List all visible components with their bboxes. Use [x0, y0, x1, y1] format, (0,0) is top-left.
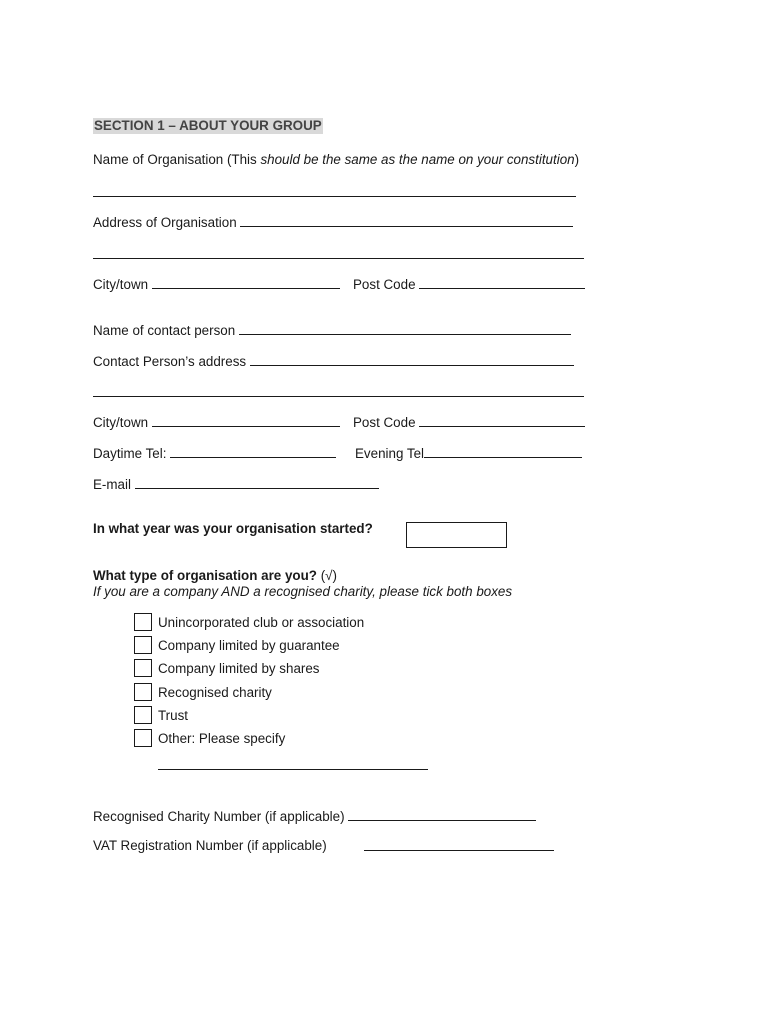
charity-number-label: Recognised Charity Number (if applicable): [93, 809, 345, 824]
email-field[interactable]: [135, 476, 379, 489]
org-city-label: City/town: [93, 277, 149, 292]
option-label-unincorporated: Unincorporated club or association: [158, 615, 365, 630]
org-postcode-label: Post Code: [353, 277, 416, 292]
checkbox-shares[interactable]: [134, 659, 152, 677]
contact-address-label: Contact Person’s address: [93, 354, 247, 369]
org-name-note: should be the same as the name on your constitution: [260, 152, 575, 167]
contact-city-label: City/town: [93, 415, 149, 430]
evening-tel-field[interactable]: [424, 445, 582, 458]
type-question: What type of organisation are you?: [93, 568, 317, 583]
org-address-row: [93, 214, 573, 231]
vat-number-label: VAT Registration Number (if applicable): [93, 838, 327, 853]
type-note: If you are a company AND a recognised charity, please tick both boxes: [93, 584, 513, 599]
charity-number-field[interactable]: [348, 808, 536, 821]
option-label-trust: Trust: [158, 708, 189, 723]
contact-postcode-field[interactable]: [419, 414, 585, 427]
evening-tel-label: Evening Tel: [355, 446, 424, 461]
daytime-tel-row: [93, 445, 336, 462]
section-heading: SECTION 1 – ABOUT YOUR GROUP: [94, 118, 322, 133]
contact-postcode-label: Post Code: [353, 415, 416, 430]
org-name-field[interactable]: [93, 184, 576, 201]
contact-address-field[interactable]: [250, 353, 574, 366]
evening-tel-row: [355, 445, 582, 462]
contact-city-field[interactable]: [152, 414, 340, 427]
org-name-label: [93, 152, 579, 168]
org-name-label-text: Name of Organisation (This: [93, 152, 261, 167]
contact-address-field-2[interactable]: [93, 384, 584, 401]
contact-name-row: [93, 322, 571, 339]
option-label-other: Other: Please specify: [158, 731, 286, 746]
checkbox-other[interactable]: [134, 729, 152, 747]
org-postcode-field[interactable]: [419, 276, 585, 289]
contact-city-row: [93, 414, 340, 431]
org-city-field[interactable]: [152, 276, 340, 289]
org-address-field[interactable]: [240, 214, 573, 227]
contact-name-label: Name of contact person: [93, 323, 236, 338]
checkbox-trust[interactable]: [134, 706, 152, 724]
option-label-guarantee: Company limited by guarantee: [158, 638, 340, 653]
type-question-row: [93, 568, 337, 584]
option-label-charity: Recognised charity: [158, 685, 272, 700]
checkbox-charity[interactable]: [134, 683, 152, 701]
org-postcode-row: [353, 276, 585, 293]
email-label: E-mail: [93, 477, 131, 492]
org-address-field-2[interactable]: [93, 246, 584, 263]
charity-number-row: [93, 808, 536, 825]
tick-mark: (√): [320, 568, 337, 583]
org-city-row: [93, 276, 340, 293]
year-started-input[interactable]: [406, 522, 507, 548]
checkbox-unincorporated[interactable]: [134, 613, 152, 631]
org-address-label: Address of Organisation: [93, 215, 237, 230]
year-question: In what year was your organisation started?: [93, 521, 373, 536]
contact-address-row: [93, 353, 574, 370]
vat-number-field[interactable]: [364, 838, 554, 855]
daytime-tel-label: Daytime Tel:: [93, 446, 167, 461]
org-name-close: ): [574, 152, 580, 167]
option-label-shares: Company limited by shares: [158, 661, 320, 676]
contact-postcode-row: [353, 414, 585, 431]
contact-name-field[interactable]: [239, 322, 571, 335]
daytime-tel-field[interactable]: [170, 445, 336, 458]
email-row: [93, 476, 379, 493]
checkbox-guarantee[interactable]: [134, 636, 152, 654]
other-specify-field[interactable]: [158, 757, 428, 774]
